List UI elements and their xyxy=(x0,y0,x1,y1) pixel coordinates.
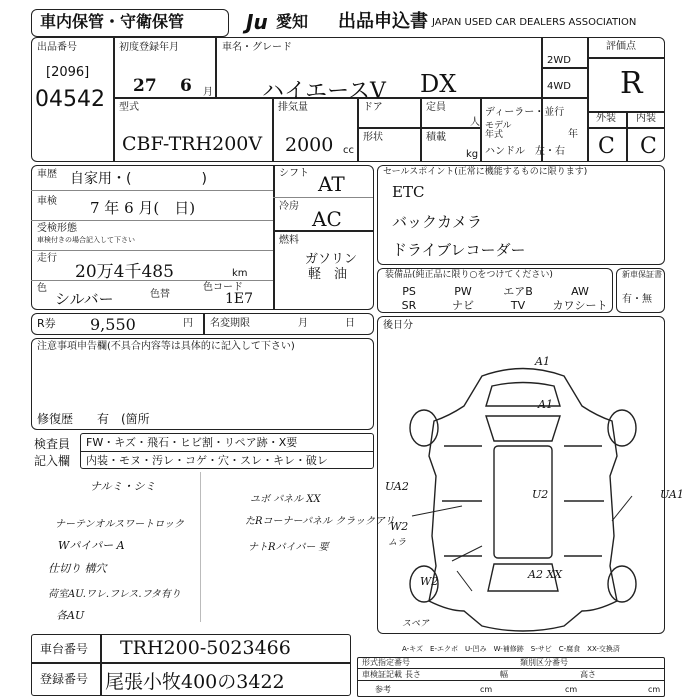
recycle-value: 9,550 xyxy=(90,315,136,334)
load-label: 積載 xyxy=(426,132,446,143)
width-label: 幅 xyxy=(500,670,508,679)
inspector-row-2: 内装・モヌ・汚レ・コゲ・穴・スレ・キレ・破レ xyxy=(86,454,328,467)
diag-label-ua2: UA2 xyxy=(385,480,409,493)
cool-label: 冷房 xyxy=(279,201,299,212)
diag-label-ua1: UA1 xyxy=(660,488,684,501)
color-change-label: 色替 xyxy=(150,289,170,300)
disp-unit: cc xyxy=(343,145,354,156)
shift-label: シフト xyxy=(279,168,309,179)
cap-unit: 人 xyxy=(470,117,480,128)
model-code: CBF-TRH200V xyxy=(122,133,263,155)
chassis-value: TRH200-5023466 xyxy=(120,637,291,659)
back-label: 後日分 xyxy=(383,320,413,331)
memo-6: ナトRパイパー 要 xyxy=(248,542,329,553)
memo-1: ナルミ・シミ xyxy=(90,480,156,493)
org-name: 愛知 xyxy=(276,12,309,31)
inspect-label: 車検 xyxy=(37,196,57,207)
memo-3: ナーテンオルスワートロック xyxy=(55,519,184,530)
memo-2: ユボ パネル XX xyxy=(250,494,321,505)
first-reg-label: 初度登録年月 xyxy=(119,42,179,53)
color-code: 1E7 xyxy=(225,291,254,307)
shape-label: 形状 xyxy=(363,132,383,143)
cert-label: 車検証記載 xyxy=(362,670,402,679)
km-unit: km xyxy=(232,268,248,279)
drive-2wd: 2WD xyxy=(547,55,571,66)
warranty-label: 新車保証書 xyxy=(622,270,662,279)
year-unit: 年 xyxy=(568,129,578,140)
assoc-name: JAPAN USED CAR DEALERS ASSOCIATION xyxy=(432,17,637,28)
equip-tv: TV xyxy=(510,299,526,312)
memo-4: たRコーナーパネル クラックアリ xyxy=(245,516,395,527)
height-label: 高さ xyxy=(580,670,596,679)
lot-number: 04542 xyxy=(35,87,105,112)
int-label: 内装 xyxy=(636,113,656,124)
shift-value: AT xyxy=(318,172,345,196)
int-grade: C xyxy=(640,134,657,159)
inspector-label-2: 記入欄 xyxy=(34,454,71,468)
disp-label: 排気量 xyxy=(278,102,308,113)
memo-5: Wパイパー A xyxy=(58,539,125,552)
first-reg-year: 27 xyxy=(133,76,157,96)
model-label: 型式 xyxy=(119,102,139,113)
cm-3: cm xyxy=(648,685,661,694)
memo-9: 各AU xyxy=(56,609,85,622)
grade-label: 評価点 xyxy=(606,41,636,52)
doc-title: 出品申込書 xyxy=(338,11,428,32)
load-unit: kg xyxy=(466,149,479,160)
memo-8: 荷室AU.ワレ.フレス.フタ有り xyxy=(48,589,181,600)
diag-label-w2: W2 xyxy=(390,520,409,533)
fuel-value-2: 軽 油 xyxy=(308,267,348,282)
sales-item-3: ドライブレコーダー xyxy=(392,241,526,259)
color-code-label: 色コード xyxy=(203,282,243,293)
km-value: 20万4千485 xyxy=(75,262,174,282)
grade-score: R xyxy=(620,66,643,101)
notes-label: 注意事項申告欄(不具合内容等は具体的に記入して下さい) xyxy=(37,341,295,352)
car-name-label: 車名・グレード xyxy=(222,42,292,53)
diag-label-w2-2: W2 xyxy=(420,575,439,588)
diag-label-spare: スペア xyxy=(402,619,430,629)
recycle-label: R券 xyxy=(37,317,56,330)
rename-day: 日 xyxy=(345,318,355,329)
warranty-value: 有・無 xyxy=(622,294,652,305)
history-value: 自家用・( ) xyxy=(70,171,207,187)
first-reg-month: 6 xyxy=(180,76,192,96)
diag-label-u2: U2 xyxy=(532,488,549,501)
lot-sub: [2096] xyxy=(46,65,90,80)
recv-label: 受検形態 xyxy=(37,223,77,234)
door-label: ドア xyxy=(363,102,383,113)
equip-leather: カワシート xyxy=(552,299,608,312)
drive-4wd: 4WD xyxy=(547,81,571,92)
chassis-label: 車台番号 xyxy=(40,642,89,656)
ext-label: 外装 xyxy=(596,113,616,124)
color-value: シルバー xyxy=(55,290,114,308)
sales-label: セールスポイント(正常に機能するものに限ります) xyxy=(383,167,588,177)
diag-label-mura: ムラ xyxy=(388,538,407,548)
cm-1: cm xyxy=(480,685,493,694)
diag-label-a2xx: A2 XX xyxy=(528,568,563,581)
plate-value: 尾張小牧400の3422 xyxy=(105,671,285,693)
inspect-value: 7 年 6 月( 日) xyxy=(90,199,196,217)
handle-label: ハンドル 左・右 xyxy=(485,146,565,157)
fuel-label: 燃料 xyxy=(279,235,299,246)
history-label: 車歴 xyxy=(37,169,57,180)
cert-cat-label: 類別区分番号 xyxy=(520,658,568,667)
diag-label-a1: A1 xyxy=(538,398,553,411)
fuel-value: ガソリン xyxy=(305,252,358,267)
lot-label: 出品番号 xyxy=(37,42,77,53)
sales-item-2: バックカメラ xyxy=(392,213,483,231)
length-label: 長さ xyxy=(405,670,421,679)
repair-history: 修復歴 有 (箇所 xyxy=(37,412,150,426)
km-label: 走行 xyxy=(37,253,57,264)
rename-label: 名変期限 xyxy=(210,318,250,329)
cert-model-label: 形式指定番号 xyxy=(362,658,410,667)
storage-title: 車内保管・守衛保管 xyxy=(40,12,185,31)
equip-airbag: エアB xyxy=(503,285,533,298)
car-damage-diagram xyxy=(382,346,664,646)
memo-7: 仕切り 構穴 xyxy=(48,562,107,575)
equipment-label: 装備品(純正品に限り○をつけてください) xyxy=(385,270,553,280)
inspector-row-1: FW・キズ・飛石・ヒビ割・リペア跡・X要 xyxy=(86,436,298,449)
equip-navi: ナビ xyxy=(452,299,474,312)
car-name: ハイエースV xyxy=(262,79,386,104)
ext-grade: C xyxy=(598,134,615,159)
equip-aw: AW xyxy=(571,285,589,298)
dealer-label: ディーラー・並行 xyxy=(485,107,565,118)
ref-label: 参考 xyxy=(375,685,391,694)
sales-item-1: ETC xyxy=(392,183,425,201)
equip-ps: PS xyxy=(402,285,416,298)
cool-value: AC xyxy=(312,207,342,231)
diag-legend: A-キズ E-エクボ U-凹み W-補修跡 S-サビ C-腐食 XX-交換済 xyxy=(402,645,620,653)
cm-2: cm xyxy=(565,685,578,694)
displacement: 2000 xyxy=(285,134,334,156)
equip-sr: SR xyxy=(401,299,417,312)
rename-month: 月 xyxy=(298,318,308,329)
recycle-unit: 円 xyxy=(183,318,193,329)
model-year-label: モデル 年式 xyxy=(485,121,512,140)
cap-label: 定員 xyxy=(426,102,446,113)
diag-label-a1-top: A1 xyxy=(535,355,550,368)
equip-pw: PW xyxy=(454,285,472,298)
color-label: 色 xyxy=(37,283,47,294)
plate-label: 登録番号 xyxy=(40,672,89,686)
ju-logo: Ju xyxy=(246,10,268,34)
car-grade: DX xyxy=(420,70,457,98)
first-reg-month-unit: 月 xyxy=(203,87,213,98)
recv-note: 車検付きの場合記入して下さい xyxy=(37,236,135,244)
inspector-label-1: 検査員 xyxy=(34,437,71,451)
